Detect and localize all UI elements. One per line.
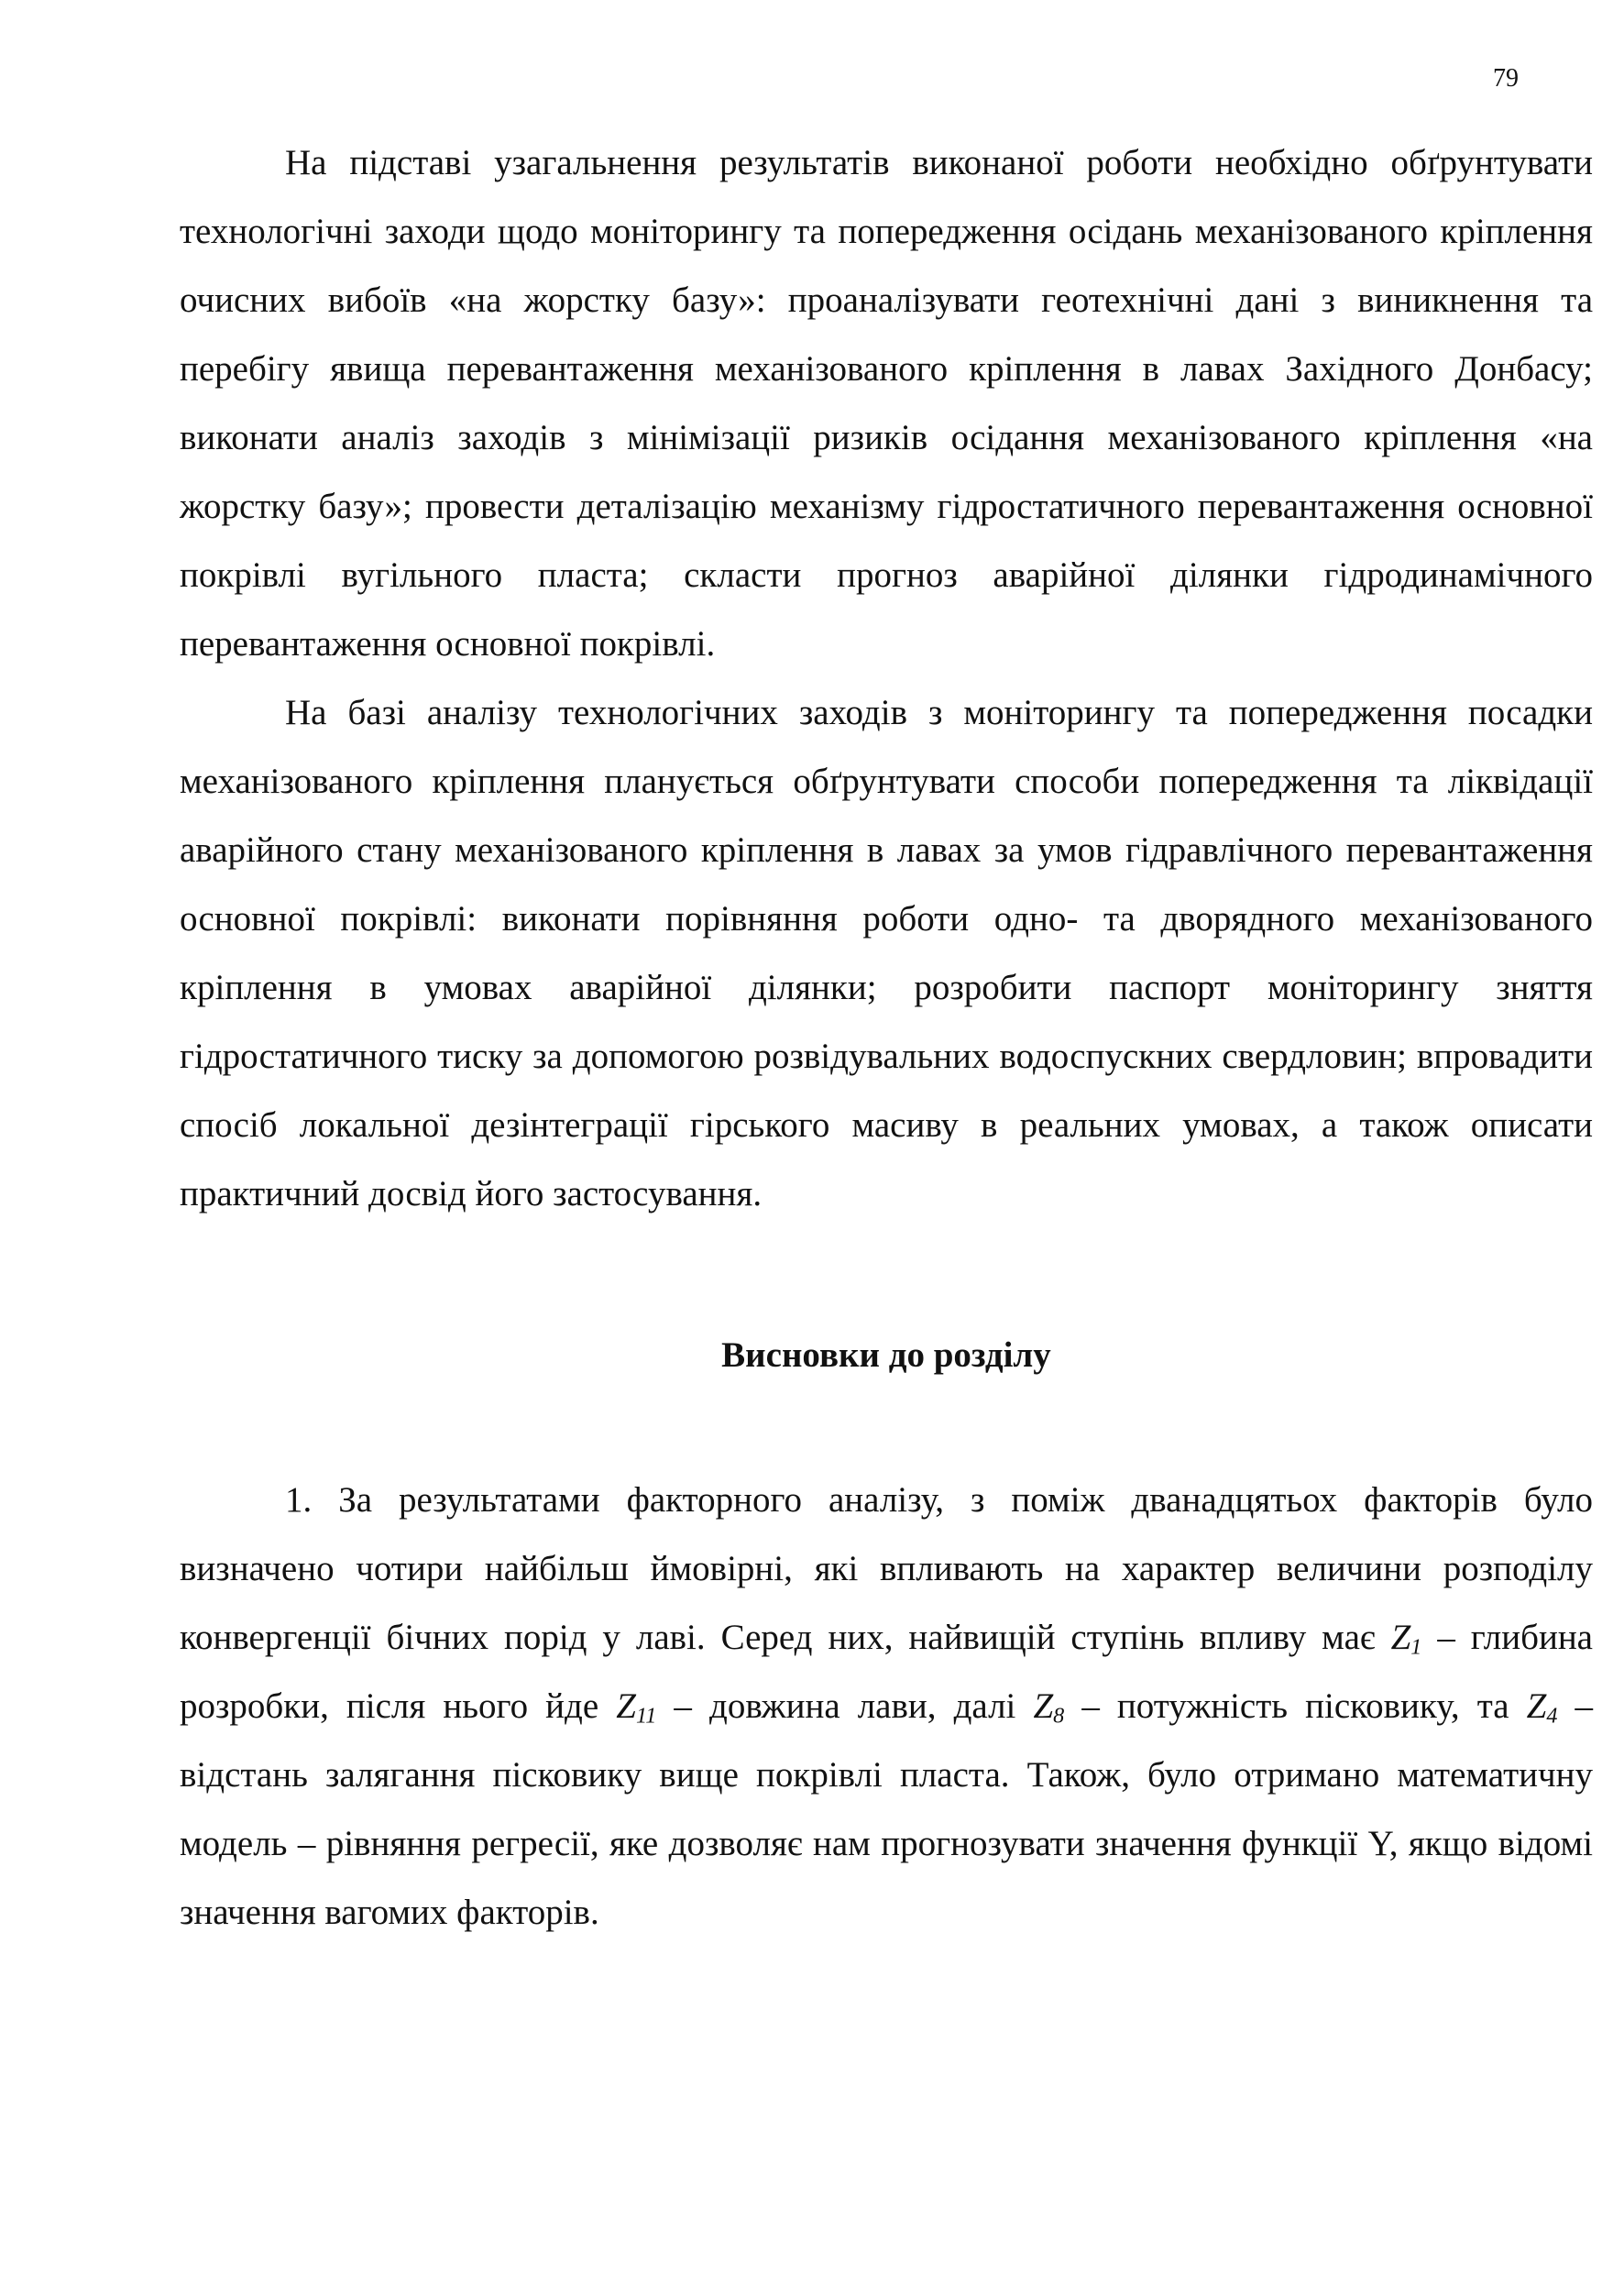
conclusion-text: 1. За результатами факторного аналізу, з поміж дванадцятьох факторів було визначено чотири найбільш ймовірні, які впливають на характер величини розподілу конвергенції бічних порід у лаві. Серед них, найвищій ступінь впливу має: [180, 1480, 1593, 1657]
conclusion-text: – довжина лави, далі: [656, 1686, 1034, 1726]
section-heading: Висновки до розділу: [721, 1335, 1051, 1375]
body-text: [180, 128, 1593, 1947]
spacer: [180, 1228, 1593, 1321]
variable-z11: $Z_{11}$: [616, 1686, 657, 1729]
spacer: [180, 1389, 1593, 1466]
page-number: 79: [1493, 64, 1519, 93]
conclusion-text: – потужність пісковику, та: [1064, 1686, 1527, 1726]
conclusion-item-1: [180, 1466, 1593, 1947]
variable-z4: $Z_4$: [1526, 1686, 1558, 1729]
variable-z1: $Z_1$: [1390, 1618, 1422, 1660]
variable-z8: $Z_8$: [1033, 1686, 1065, 1729]
conclusion-text: – відстань залягання пісковику вище покрівлі пласта. Також, було отримано математичну модель – рівняння регресії, яке дозволяє нам прогнозувати значення функції Y, якщо відомі значення вагомих факторів.: [180, 1686, 1593, 1932]
paragraph-methods: На базі аналізу технологічних заходів з моніторингу та попередження посадки механізованого кріплення планується обґрунтувати способи попередження та ліквідації аварійного стану механізованого кріплення в лавах за умов гідравлічного перевантаження основної покрівлі: виконати порівняння роботи одно- та дворядного механізованого кріплення в умовах аварійної ділянки; розробити паспорт моніторингу зняття гідростатичного тиску за допомогою розвідувальних водоспускних свердловин; впровадити спосіб локальної дезінтеграції гірського масиву в реальних умовах, а також описати практичний досвід його застосування.: [180, 693, 1593, 1213]
paragraph-intro: На підставі узагальнення результатів виконаної роботи необхідно обґрунтувати технологічні заходи щодо моніторингу та попередження осідань механізованого кріплення очисних вибоїв «на жорстку базу»: проаналізувати геотехнічні дані з виникнення та перебігу явища перевантаження механізованого кріплення в лавах Західного Донбасу; виконати аналіз заходів з мінімізації ризиків осідання механізованого кріплення «на жорстку базу»; провести деталізацію механізму гідростатичного перевантаження основної покрівлі вугільного пласта; скласти прогноз аварійної ділянки гідродинамічного перевантаження основної покрівлі.: [180, 143, 1593, 664]
conclusion-text: – глибина розробки, після нього йде: [180, 1618, 1593, 1726]
